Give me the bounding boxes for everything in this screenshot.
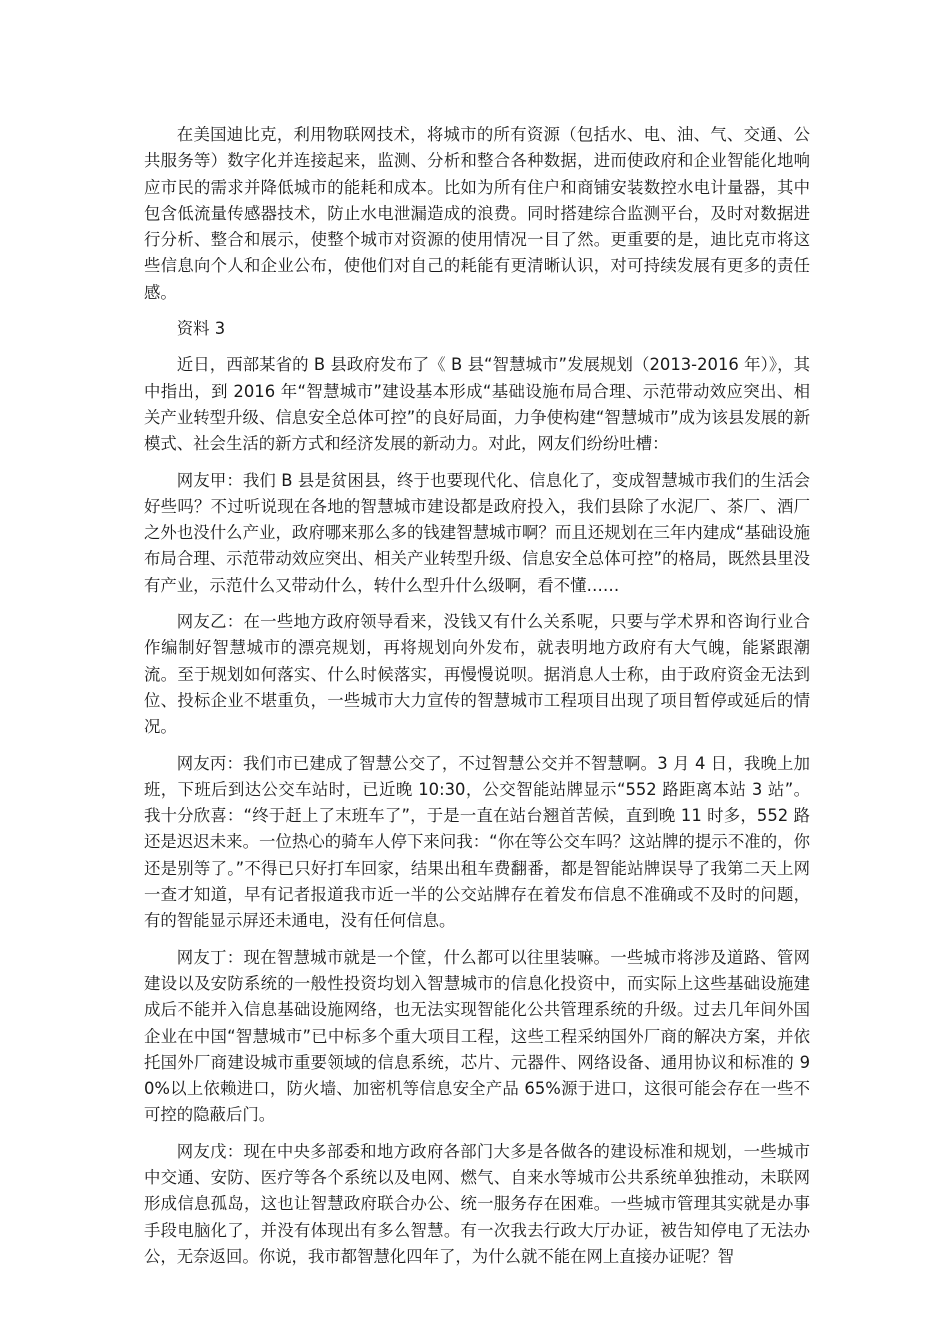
paragraph-netizen-ding: 网友丁：现在智慧城市就是一个筐，什么都可以往里装嘛。一些城市将涉及道路、管网建设以及安防系统的一般性投资均划入智慧城市的信息化投资中，而实际上这些基础设施建成后不能并入信息基础设施网络，也无法实现智能化公共管理系统的升级。过去几年间外国企业在中国“智慧城市”已中标多个重大项目工程，这些工程采纳国外厂商的解决方案，并依托国外厂商建设城市重要领域的信息系统，芯片、元器件、网络设备、通用协议和标准的 9 0%以上依赖进口，防火墙、加密机等信息安全产品 65%源于进口，这很可能会存在一些不可控的隐蔽后门。 bbox=[144, 947, 810, 1125]
paragraph-county-plan: 近日，西部某省的 B 县政府发布了《 B 县“智慧城市”发展规划（2013-2016 年）》，其中指出，到 2016 年“智慧城市”建设基本形成“基础设施布局合理、示范带动效应突出、相关产业转型升级、信息安全总体可控”的良好局面，力争使构建“智慧城市”成为该县发展的新模式、社会生活的新方式和经济发展的新动力。对此，网友们纷纷吐槽： bbox=[144, 355, 810, 454]
paragraph-dubuque: 在美国迪比克，利用物联网技术，将城市的所有资源（包括水、电、油、气、交通、公共服务等）数字化并连接起来，监测、分析和整合各种数据，进而使政府和企业智能化地响应市民的需求并降低城市的能耗和成本。比如为所有住户和商铺安装数控水电计量器，其中包含低流量传感器技术，防止水电泄漏造成的浪费。同时搭建综合监测平台，及时对数据进行分析、整合和展示，使整个城市对资源的使用情况一目了然。更重要的是，迪比克市将这些信息向个人和企业公布，使他们对自己的耗能有更清晰认识，对可持续发展有更多的责任感。 bbox=[144, 125, 810, 302]
paragraph-netizen-yi: 网友乙：在一些地方政府领导看来，没钱又有什么关系呢，只要与学术界和咨询行业合作编制好智慧城市的漂亮规划，再将规划向外发布，就表明地方政府有大气魄，能紧跟潮流。至于规划如何落实、什么时候落实，再慢慢说呗。据消息人士称，由于政府资金无法到位、投标企业不堪重负，一些城市大力宣传的智慧城市工程项目出现了项目暂停或延后的情况。 bbox=[144, 612, 810, 737]
document-page bbox=[144, 122, 810, 1280]
paragraph-netizen-jia: 网友甲：我们 B 县是贫困县，终于也要现代化、信息化了，变成智慧城市我们的生活会好些吗？不过听说现在各地的智慧城市建设都是政府投入，我们县除了水泥厂、茶厂、酒厂之外也没什么产业，政府哪来那么多的钱建智慧城市啊？而且还规划在三年内建成“基础设施布局合理、示范带动效应突出、相关产业转型升级、信息安全总体可控”的格局，既然县里没有产业，示范什么又带动什么，转什么型升什么级啊，看不懂…… bbox=[144, 470, 810, 595]
paragraph-netizen-wu: 网友戊：现在中央多部委和地方政府各部门大多是各做各的建设标准和规划，一些城市中交通、安防、医疗等各个系统以及电网、燃气、自来水等城市公共系统单独推动，未联网形成信息孤岛，这也让智慧政府联合办公、统一服务存在困难。一些城市管理其实就是办事手段电脑化了，并没有体现出有多么智慧。有一次我去行政大厅办证，被告知停电了无法办公，无奈返回。你说，我市都智慧化四年了，为什么就不能在网上直接办证呢？智 bbox=[144, 1141, 810, 1266]
paragraph-netizen-bing: 网友丙：我们市已建成了智慧公交了，不过智慧公交并不智慧啊。3 月 4 日，我晚上加班，下班后到达公交车站时，已近晚 10:30，公交智能站牌显示“552 路距离本站 3 站”。我十分欣喜：“终于赶上了末班车了”，于是一直在站台翘首苦候，直到晚 11 时多，552 路还是迟迟未来。一位热心的骑车人停下来问我：“你在等公交车吗？这站牌的提示不准的，你还是别等了。”不得已只好打车回家，结果出租车费翻番，都是智能站牌误导了我第二天上网一查才知道，早有记者报道我市近一半的公交站牌存在着发布信息不准确或不及时的问题，有的智能显示屏还未通电，没有任何信息。 bbox=[144, 753, 810, 931]
section-heading-material-3: 资料 3 bbox=[176, 319, 226, 339]
